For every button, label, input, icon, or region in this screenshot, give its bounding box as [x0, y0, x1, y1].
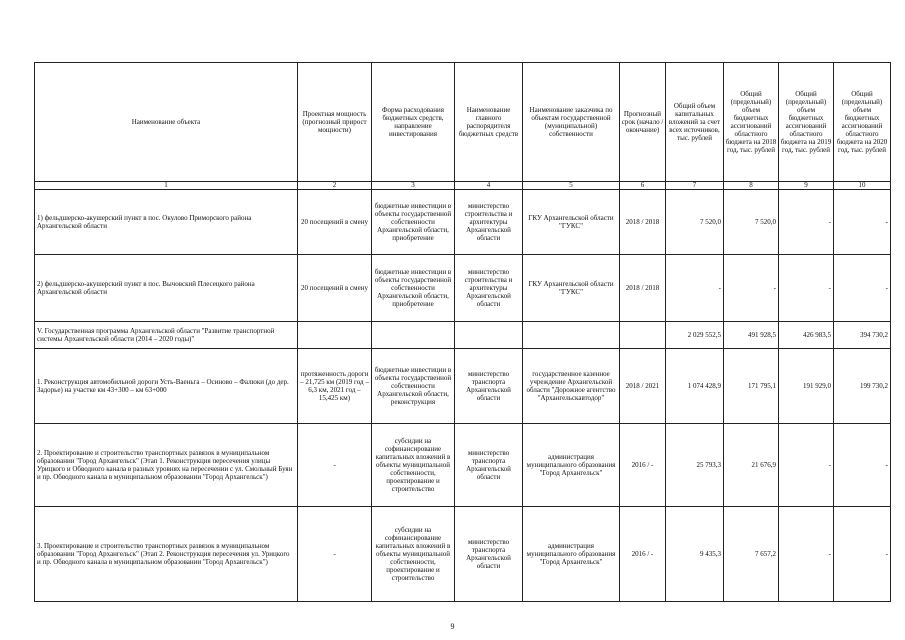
total-investment-cell: -: [666, 255, 724, 322]
capacity-cell: [298, 322, 372, 349]
page-number: 9: [450, 622, 455, 631]
column-number-row: [35, 182, 891, 190]
total-investment-cell: 9 435,3: [666, 507, 724, 602]
term-cell: 2018 / 2018: [620, 190, 666, 255]
capacity-cell: протяженность дороги – 21,725 км (2019 год – 6,3 км, 2021 год – 15,425 км): [298, 349, 372, 424]
column-number: 3: [372, 182, 455, 190]
term-cell: 2016 / -: [620, 424, 666, 507]
budget-2020-cell: 394 730,2: [834, 322, 891, 349]
budget-table: [34, 62, 891, 602]
customer-cell: администрация муниципального образования "Город Архангельск": [523, 424, 620, 507]
budget-2018-cell: -: [724, 255, 779, 322]
spending-form-cell: субсидии на софинансирование капитальных вложений в объекты муниципальной собственности, проектирование и строительство: [372, 424, 455, 507]
spending-form-cell: бюджетные инвестиции в объекты государственной собственности Архангельской области, приобретение: [372, 255, 455, 322]
capacity-cell: -: [298, 424, 372, 507]
object-name-cell: 1. Реконструкция автомобильной дороги Усть-Ваеньга – Осиново – Фалюки (до дер. Задорье) на участке км 43+300 – км 63+000: [35, 349, 298, 424]
term-cell: 2016 / -: [620, 507, 666, 602]
header-total-investment: Общий объем капитальных вложений за счет всех источников, тыс. рублей: [666, 63, 724, 182]
budget-2018-cell: 21 676,9: [724, 424, 779, 507]
column-number: 2: [298, 182, 372, 190]
header-budget-2020: Общий (предельный) объем бюджетных ассигнований областного бюджета на 2020 год, тыс. рублей: [834, 63, 891, 182]
budget-manager-cell: [455, 322, 523, 349]
object-name-cell: 1) фельдшерско-акушерский пункт в пос. Окулово Приморского района Архангельской области: [35, 190, 298, 255]
budget-2018-cell: 7 520,0: [724, 190, 779, 255]
column-number: 10: [834, 182, 891, 190]
budget-manager-cell: министерство транспорта Архангельской области: [455, 349, 523, 424]
customer-cell: [523, 322, 620, 349]
budget-2020-cell: -: [834, 507, 891, 602]
budget-manager-cell: министерство строительства и архитектуры Архангельской области: [455, 190, 523, 255]
header-budget-2018: Общий (предельный) объем бюджетных ассигнований областного бюджета на 2018 год, тыс. рублей: [724, 63, 779, 182]
budget-2019-cell: -: [779, 507, 834, 602]
term-cell: 2018 / 2021: [620, 349, 666, 424]
header-row: [35, 63, 891, 182]
budget-manager-cell: министерство транспорта Архангельской области: [455, 507, 523, 602]
program-header-row: [35, 322, 891, 349]
total-investment-cell: 2 029 552,5: [666, 322, 724, 349]
customer-cell: ГКУ Архангельской области "ГУКС": [523, 190, 620, 255]
customer-cell: государственное казенное учреждение Архангельской области "Дорожное агентство "Архангельскавтодор": [523, 349, 620, 424]
total-investment-cell: 7 520,0: [666, 190, 724, 255]
term-cell: 2018 / 2018: [620, 255, 666, 322]
spending-form-cell: [372, 322, 455, 349]
object-name-cell: V. Государственная программа Архангельской области "Развитие транспортной системы Архангельской области (2014 – 2020 годы)": [35, 322, 298, 349]
budget-2020-cell: -: [834, 255, 891, 322]
budget-2020-cell: 199 730,2: [834, 349, 891, 424]
table-row: [35, 424, 891, 507]
header-object-name: Наименование объекта: [35, 63, 298, 182]
budget-2019-cell: 426 983,5: [779, 322, 834, 349]
budget-2018-cell: 491 928,5: [724, 322, 779, 349]
column-number: 6: [620, 182, 666, 190]
header-budget-2019: Общий (предельный) объем бюджетных ассигнований областного бюджета на 2019 год, тыс. рублей: [779, 63, 834, 182]
budget-2020-cell: -: [834, 424, 891, 507]
table-row: [35, 190, 891, 255]
table-row: [35, 349, 891, 424]
column-number: 4: [455, 182, 523, 190]
object-name-cell: 3. Проектирование и строительство транспортных развязок в муниципальном образовании "Город Архангельск" (Этап 2. Реконструкция пересечения ул. Урицкого и пр. Обводного канала в муниципальном образовании "Город Архангельск"): [35, 507, 298, 602]
budget-2020-cell: -: [834, 190, 891, 255]
customer-cell: администрация муниципального образования "Город Архангельск": [523, 507, 620, 602]
total-investment-cell: 25 793,3: [666, 424, 724, 507]
object-name-cell: 2) фельдшерско-акушерский пункт в пос. Вычовский Плесецкого района Архангельской области: [35, 255, 298, 322]
budget-2018-cell: 7 657,2: [724, 507, 779, 602]
object-name-cell: 2. Проектирование и строительство транспортных развязок в муниципальном образовании "Город Архангельск" (Этап 1. Реконструкция пересечения улицы Урицкого и Обводного канала в разных уровнях на пересечении с ул. Смольный Буян и пр. Обводного канала в муниципальном образовании "Город Архангельск"): [35, 424, 298, 507]
budget-manager-cell: министерство транспорта Архангельской области: [455, 424, 523, 507]
column-number: 8: [724, 182, 779, 190]
capacity-cell: -: [298, 507, 372, 602]
budget-manager-cell: министерство строительства и архитектуры Архангельской области: [455, 255, 523, 322]
budget-2019-cell: 191 929,0: [779, 349, 834, 424]
spending-form-cell: бюджетные инвестиции в объекты государственной собственности Архангельской области, реконструкция: [372, 349, 455, 424]
budget-2019-cell: -: [779, 190, 834, 255]
table-row: [35, 507, 891, 602]
header-customer: Наименование заказчика по объектам государственной (муниципальной) собственности: [523, 63, 620, 182]
budget-2019-cell: -: [779, 255, 834, 322]
customer-cell: ГКУ Архангельской области "ГУКС": [523, 255, 620, 322]
spending-form-cell: бюджетные инвестиции в объекты государственной собственности Архангельской области, приобретение: [372, 190, 455, 255]
header-capacity: Проектная мощность (прогнозный прирост мощности): [298, 63, 372, 182]
header-term: Прогнозный срок (начало / окончание): [620, 63, 666, 182]
header-spending-form: Форма расходования бюджетных средств, направление инвестирования: [372, 63, 455, 182]
table-row: [35, 255, 891, 322]
column-number: 1: [35, 182, 298, 190]
capacity-cell: 20 посещений в смену: [298, 255, 372, 322]
column-number: 7: [666, 182, 724, 190]
term-cell: [620, 322, 666, 349]
header-budget-manager: Наименование главного распорядителя бюджетных средств: [455, 63, 523, 182]
budget-2018-cell: 171 795,1: [724, 349, 779, 424]
budget-2019-cell: -: [779, 424, 834, 507]
column-number: 9: [779, 182, 834, 190]
capacity-cell: 20 посещений в смену: [298, 190, 372, 255]
total-investment-cell: 1 074 428,9: [666, 349, 724, 424]
column-number: 5: [523, 182, 620, 190]
spending-form-cell: субсидии на софинансирование капитальных вложений в объекты муниципальной собственности, проектирование и строительство: [372, 507, 455, 602]
